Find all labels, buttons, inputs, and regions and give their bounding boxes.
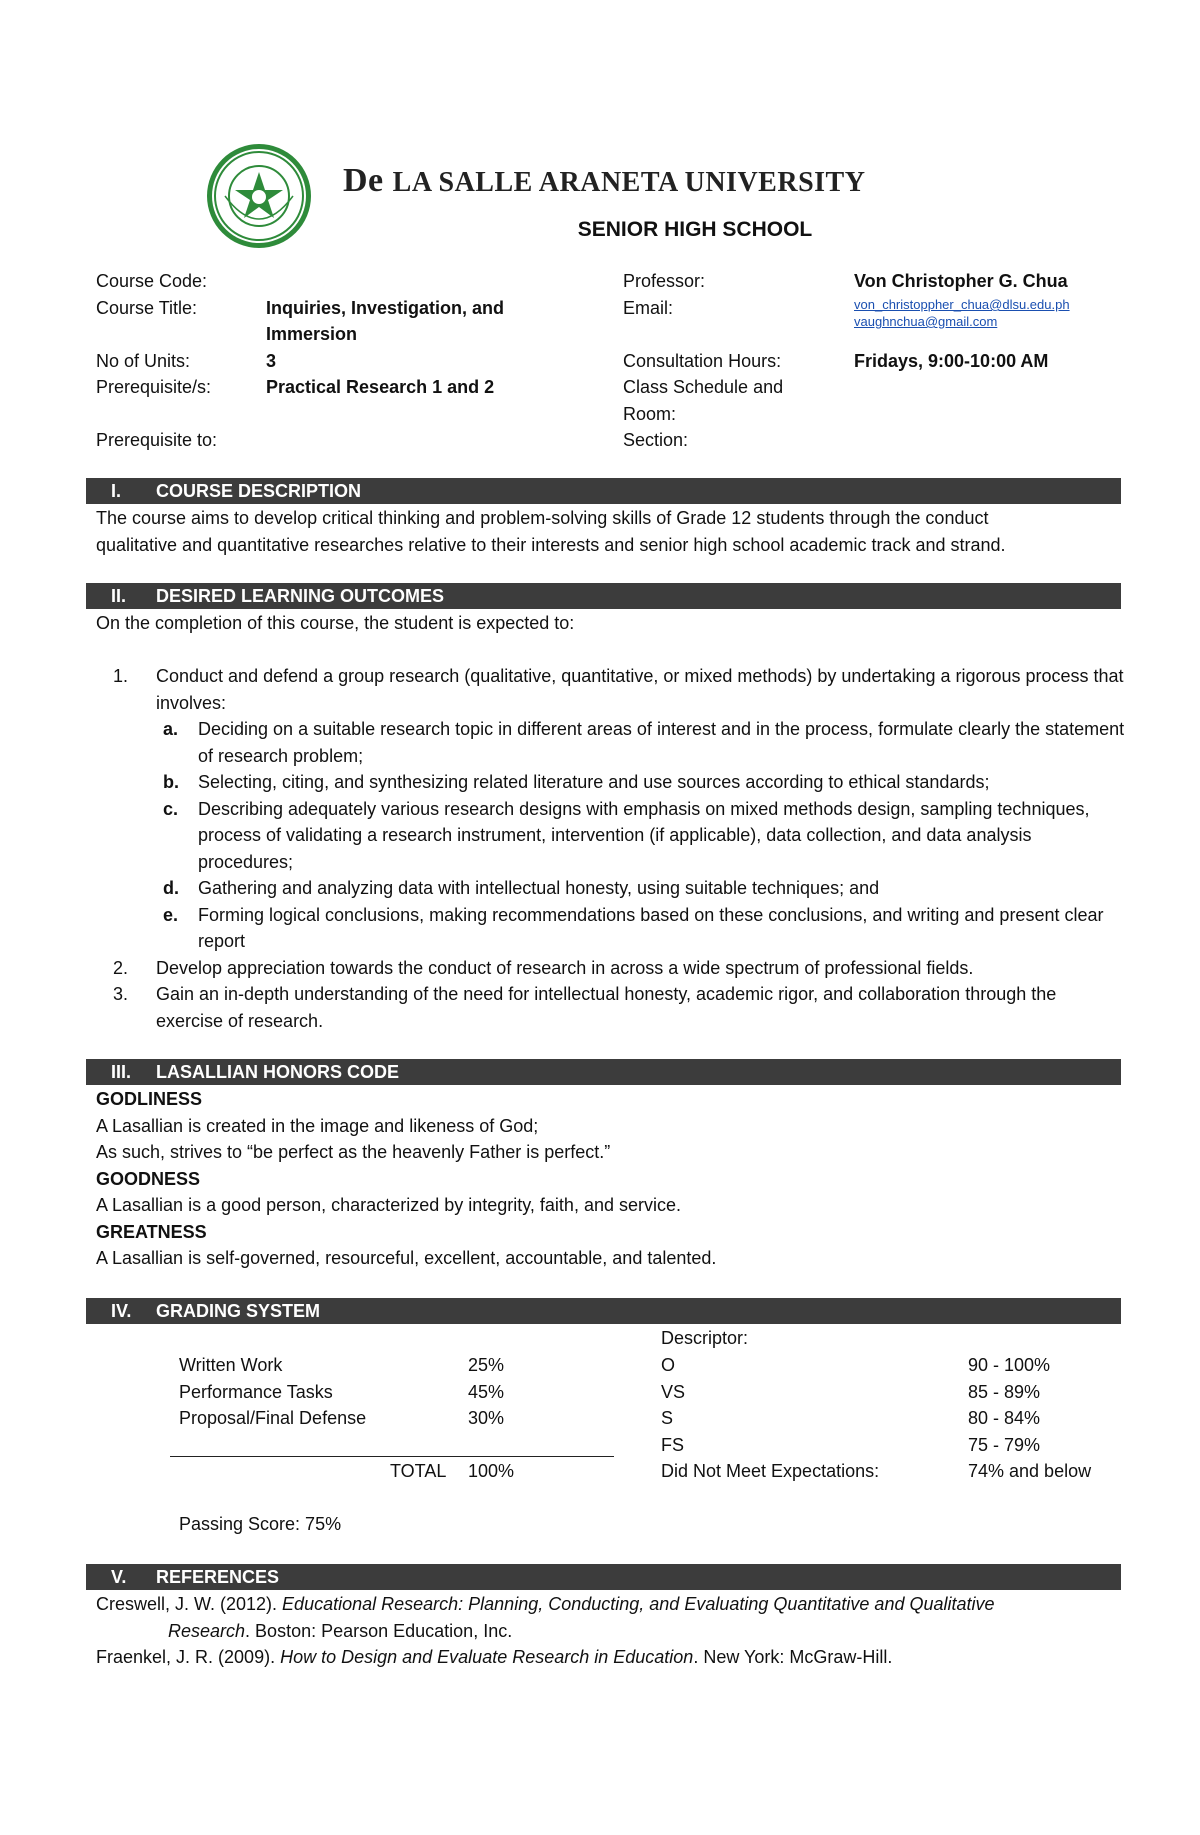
list-item: a. Deciding on a suitable research topic in different areas of interest and in the process, formulate clearly the statement of research problem; xyxy=(163,719,1125,766)
passing-score: Passing Score: 75% xyxy=(179,1514,342,1534)
component-pct: 30% xyxy=(468,1408,505,1428)
list-item: 3. Gain an in-depth understanding of the need for intellectual honesty, academic rigor, and collaboration through the exercise of research. xyxy=(113,984,1057,1031)
section-header-references: V. REFERENCES xyxy=(86,1564,1121,1590)
email-link-2[interactable]: vaughnchua@gmail.com xyxy=(854,314,998,329)
course-code-label: Course Code: xyxy=(96,271,208,291)
university-name: De LA SALLE ARANETA UNIVERSITY xyxy=(343,162,866,199)
units-value: 3 xyxy=(266,350,277,371)
section-label: Section: xyxy=(623,430,689,450)
descriptor-range: 75 - 79% xyxy=(968,1434,1041,1455)
course-title-label: Course Title: xyxy=(96,297,198,318)
honors-code: GODLINESS A Lasallian is created in the image and likeness of God; As such, strives to “be perfect as the heavenly Father is perfect.” GOODNESS A Lasallian is a good person, characterized by integrity, faith, and service. GREATNESS A Lasallian is self-governed, resourceful, excellent, accountable, and talented. xyxy=(96,1086,1116,1272)
email-label: Email: xyxy=(623,297,674,318)
prereq-label: Prerequisite/s: xyxy=(96,377,212,397)
descriptor-code: FS xyxy=(661,1434,685,1455)
section-header-honors-code: III. LASALLIAN HONORS CODE xyxy=(86,1059,1121,1085)
total-value: 100% xyxy=(468,1461,515,1481)
professor-label: Professor: xyxy=(623,271,706,291)
descriptor-code: VS xyxy=(661,1381,686,1402)
outcomes-intro: On the completion of this course, the student is expected to: xyxy=(96,613,575,633)
component-pct: 25% xyxy=(468,1355,505,1375)
reference-item: Fraenkel, J. R. (2009). How to Design and Evaluate Research in Education. New York: McGraw-Hill. xyxy=(96,1647,893,1667)
descriptor-code: Did Not Meet Expectations: xyxy=(661,1461,880,1481)
component-pct: 45% xyxy=(468,1381,505,1402)
total-label: TOTAL xyxy=(390,1461,447,1481)
outcomes-list xyxy=(96,663,1126,1034)
section-header-learning-outcomes: II. DESIRED LEARNING OUTCOMES xyxy=(86,583,1121,609)
descriptor-label: Descriptor: xyxy=(661,1328,749,1348)
list-item: d. Gathering and analyzing data with intellectual honesty, using suitable techniques; and xyxy=(163,878,880,898)
component-label: Written Work xyxy=(179,1355,283,1375)
reference-item: Creswell, J. W. (2012). Educational Research: Planning, Conducting, and Evaluating Quantitative and Qualitative xyxy=(96,1594,995,1614)
reference-item-continued: Research. Boston: Pearson Education, Inc. xyxy=(168,1620,513,1641)
prereq-value: Practical Research 1 and 2 xyxy=(266,377,495,397)
prereq-to-label: Prerequisite to: xyxy=(96,430,218,450)
course-title-value-2: Immersion xyxy=(266,324,358,344)
consultation-value: Fridays, 9:00-10:00 AM xyxy=(854,350,1049,371)
schedule-label-1: Class Schedule and xyxy=(623,377,784,397)
course-title-value-1: Inquiries, Investigation, and xyxy=(266,297,505,318)
email-link-1[interactable]: von_christoppher_chua@dlsu.edu.ph xyxy=(854,297,1070,312)
units-label: No of Units: xyxy=(96,350,191,371)
descriptor-range: 85 - 89% xyxy=(968,1381,1041,1402)
descriptor-range: 80 - 84% xyxy=(968,1408,1041,1428)
section-header-grading-system: IV. GRADING SYSTEM xyxy=(86,1298,1121,1324)
descriptor-code: S xyxy=(661,1408,674,1428)
section-header-course-description: I. COURSE DESCRIPTION xyxy=(86,478,1121,504)
honors-heading-greatness: GREATNESS xyxy=(96,1221,207,1242)
schedule-label-2: Room: xyxy=(623,403,677,424)
references-list xyxy=(96,1591,1126,1671)
total-divider xyxy=(170,1456,614,1457)
list-item: e. Forming logical conclusions, making recommendations based on these conclusions, and writing and present clear report xyxy=(163,904,1104,951)
honors-heading-goodness: GOODNESS xyxy=(96,1168,201,1189)
list-item: c. Describing adequately various research designs with emphasis on mixed methods design, sampling techniques, process of validating a research instrument, intervention (if applicable), data collection, and data analysis procedures; xyxy=(163,798,1090,872)
descriptor-range: 90 - 100% xyxy=(968,1355,1051,1375)
component-label: Performance Tasks xyxy=(179,1381,333,1402)
school-title: SENIOR HIGH SCHOOL xyxy=(577,218,813,241)
descriptor-code: O xyxy=(661,1355,676,1375)
professor-name: Von Christopher G. Chua xyxy=(854,271,1068,291)
list-item: b. Selecting, citing, and synthesizing related literature and use sources according to ethical standards; xyxy=(163,772,990,792)
honors-heading-godliness: GODLINESS xyxy=(96,1089,203,1109)
descriptor-range: 74% and below xyxy=(968,1461,1092,1481)
list-item: 1. Conduct and defend a group research (qualitative, quantitative, or mixed methods) by undertaking a rigorous process that involves: xyxy=(113,666,1124,713)
consultation-label: Consultation Hours: xyxy=(623,350,782,371)
component-label: Proposal/Final Defense xyxy=(179,1408,367,1428)
course-description: The course aims to develop critical thinking and problem-solving skills of Grade 12 students through the conduct qualitative and quantitative researches relative to their interests and senior high school academic track and strand. xyxy=(96,508,1006,555)
list-item: 2. Develop appreciation towards the conduct of research in across a wide spectrum of professional fields. xyxy=(113,957,974,978)
